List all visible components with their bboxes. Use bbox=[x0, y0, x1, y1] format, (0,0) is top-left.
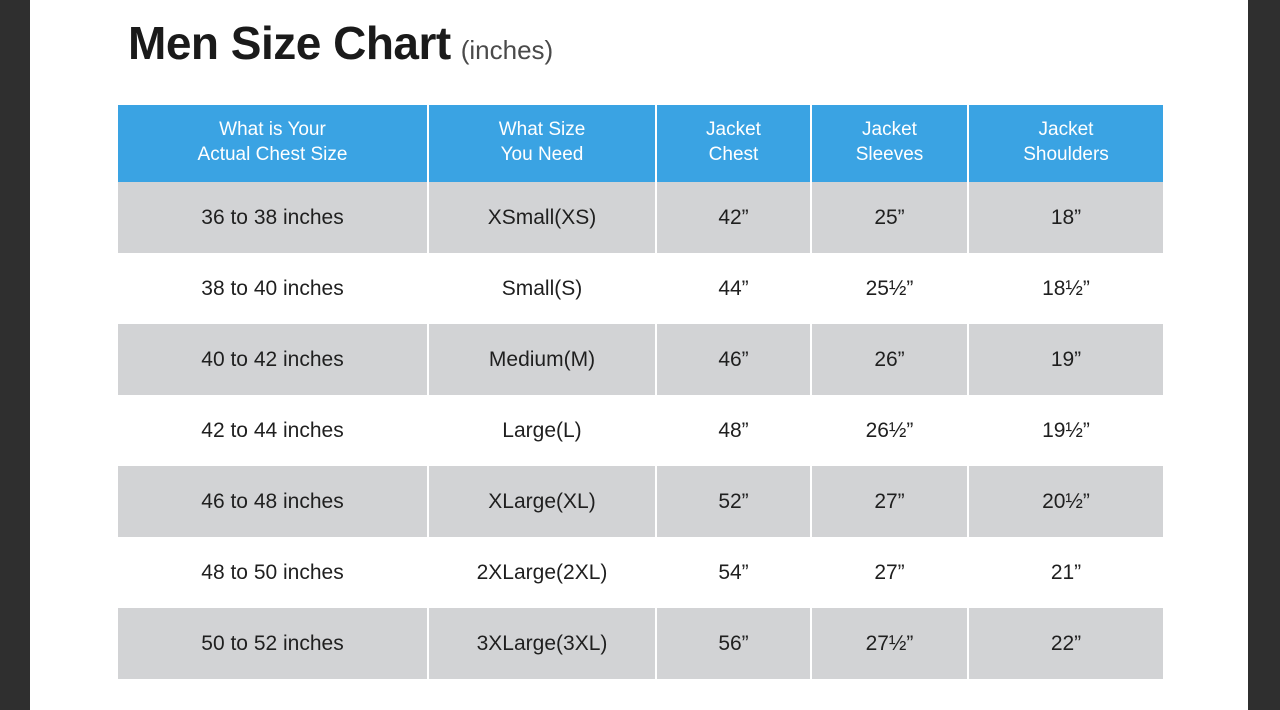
cell-actual-chest-size: 48 to 50 inches bbox=[118, 537, 428, 608]
cell-jacket-chest: 46” bbox=[656, 324, 811, 395]
column-header-line-1: Jacket bbox=[706, 119, 761, 140]
cell-actual-chest-size: 50 to 52 inches bbox=[118, 608, 428, 679]
column-header-actual-chest-size bbox=[118, 105, 428, 182]
cell-jacket-shoulders: 20½” bbox=[968, 466, 1163, 537]
men-size-chart-table bbox=[118, 105, 1163, 679]
cell-actual-chest-size: 38 to 40 inches bbox=[118, 253, 428, 324]
cell-actual-chest-size: 36 to 38 inches bbox=[118, 182, 428, 253]
cell-size-you-need: 2XLarge(2XL) bbox=[428, 537, 656, 608]
cell-size-you-need: Large(L) bbox=[428, 395, 656, 466]
column-header-line-1: Jacket bbox=[862, 119, 917, 140]
column-header-jacket-sleeves bbox=[811, 105, 968, 182]
cell-jacket-shoulders: 18½” bbox=[968, 253, 1163, 324]
cell-jacket-chest: 44” bbox=[656, 253, 811, 324]
cell-size-you-need: 3XLarge(3XL) bbox=[428, 608, 656, 679]
column-header-line-1: Jacket bbox=[1038, 119, 1094, 140]
cell-jacket-chest: 52” bbox=[656, 466, 811, 537]
cell-jacket-sleeves: 26½” bbox=[811, 395, 968, 466]
table-row bbox=[118, 253, 1163, 324]
column-header-line-2: Actual Chest Size bbox=[197, 143, 348, 165]
cell-jacket-chest: 56” bbox=[656, 608, 811, 679]
column-header-line-2: Sleeves bbox=[855, 143, 924, 165]
cell-jacket-sleeves: 27” bbox=[811, 466, 968, 537]
cell-jacket-sleeves: 27½” bbox=[811, 608, 968, 679]
table-body bbox=[118, 182, 1163, 679]
table-row bbox=[118, 182, 1163, 253]
column-header-line-1: What is Your bbox=[219, 119, 326, 140]
table-header-row bbox=[118, 105, 1163, 182]
column-header-line-2: You Need bbox=[500, 143, 584, 165]
column-header-jacket-chest bbox=[656, 105, 811, 182]
column-header-line-1: What Size bbox=[498, 119, 586, 140]
table-row bbox=[118, 608, 1163, 679]
cell-actual-chest-size: 46 to 48 inches bbox=[118, 466, 428, 537]
cell-jacket-shoulders: 19” bbox=[968, 324, 1163, 395]
cell-actual-chest-size: 40 to 42 inches bbox=[118, 324, 428, 395]
cell-jacket-chest: 42” bbox=[656, 182, 811, 253]
table-row bbox=[118, 395, 1163, 466]
table-row bbox=[118, 324, 1163, 395]
table-header bbox=[118, 105, 1163, 182]
table-row bbox=[118, 537, 1163, 608]
cell-size-you-need: XLarge(XL) bbox=[428, 466, 656, 537]
page-title-units: (inches) bbox=[460, 35, 554, 65]
right-background-band bbox=[1248, 0, 1280, 710]
cell-size-you-need: Medium(M) bbox=[428, 324, 656, 395]
left-background-band bbox=[0, 0, 30, 710]
cell-jacket-sleeves: 25½” bbox=[811, 253, 968, 324]
page-title bbox=[128, 18, 553, 69]
table-row bbox=[118, 466, 1163, 537]
cell-jacket-chest: 48” bbox=[656, 395, 811, 466]
cell-actual-chest-size: 42 to 44 inches bbox=[118, 395, 428, 466]
cell-jacket-chest: 54” bbox=[656, 537, 811, 608]
page-title-main: Men Size Chart bbox=[128, 17, 451, 69]
cell-jacket-sleeves: 27” bbox=[811, 537, 968, 608]
cell-jacket-sleeves: 26” bbox=[811, 324, 968, 395]
column-header-line-2: Shoulders bbox=[1023, 143, 1109, 165]
cell-jacket-shoulders: 22” bbox=[968, 608, 1163, 679]
size-chart-page bbox=[30, 0, 1248, 710]
cell-jacket-shoulders: 19½” bbox=[968, 395, 1163, 466]
column-header-size-you-need bbox=[428, 105, 656, 182]
cell-jacket-shoulders: 18” bbox=[968, 182, 1163, 253]
cell-jacket-sleeves: 25” bbox=[811, 182, 968, 253]
column-header-line-2: Chest bbox=[708, 143, 759, 165]
column-header-jacket-shoulders bbox=[968, 105, 1163, 182]
cell-jacket-shoulders: 21” bbox=[968, 537, 1163, 608]
cell-size-you-need: XSmall(XS) bbox=[428, 182, 656, 253]
cell-size-you-need: Small(S) bbox=[428, 253, 656, 324]
